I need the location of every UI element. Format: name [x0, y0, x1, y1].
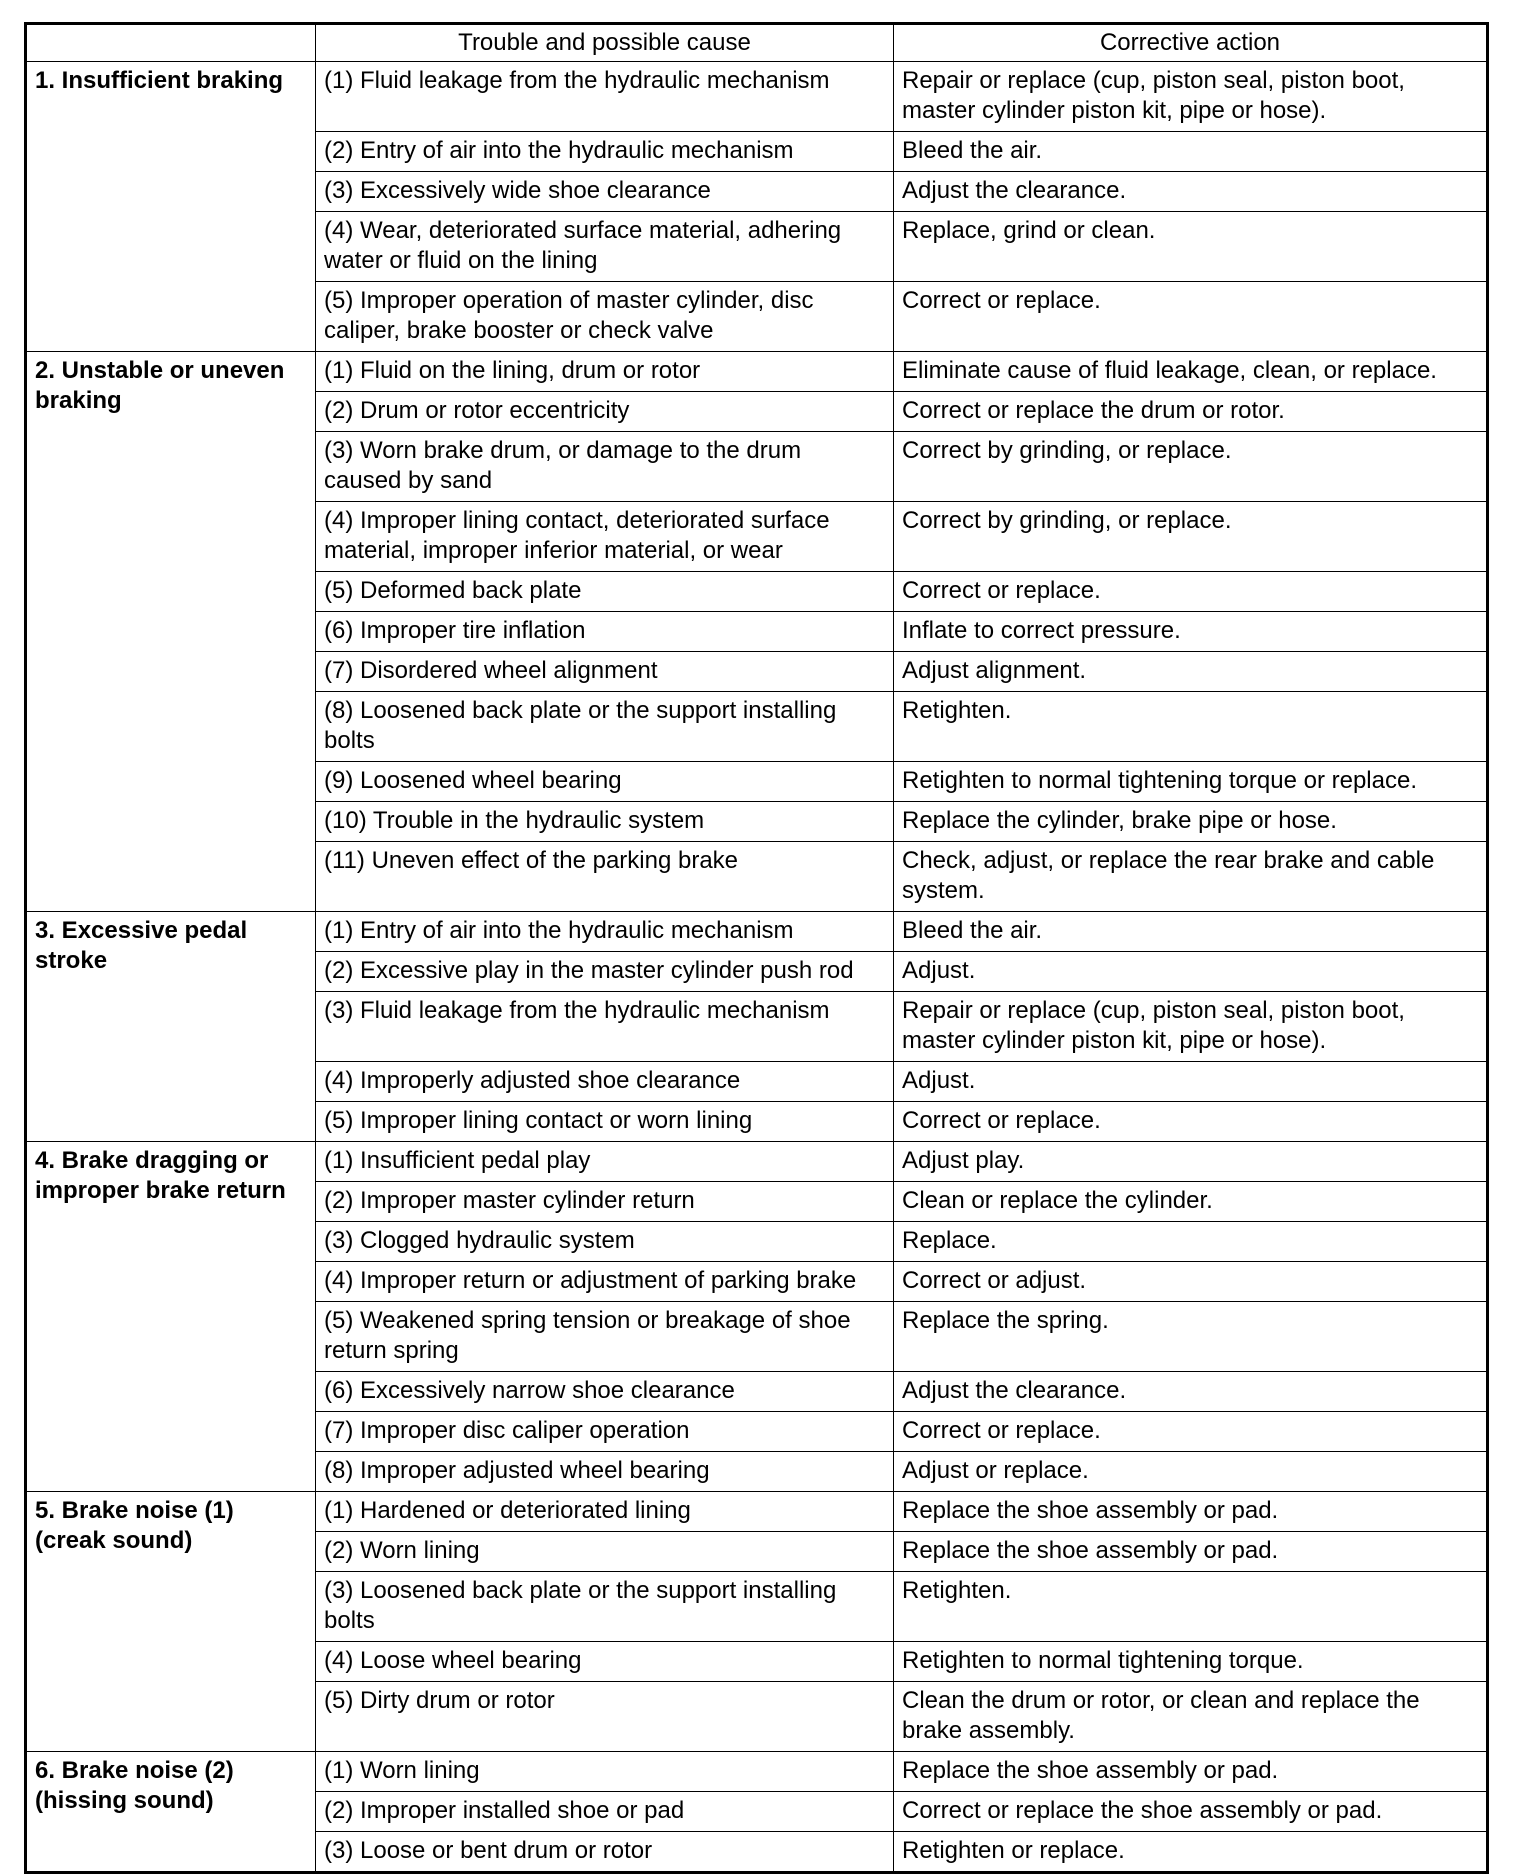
cause-cell: (5) Improper operation of master cylinder, disc caliper, brake booster or check valve	[316, 282, 894, 352]
cause-cell: (2) Excessive play in the master cylinder push rod	[316, 952, 894, 992]
action-cell: Correct by grinding, or replace.	[894, 432, 1488, 502]
cause-cell: (8) Loosened back plate or the support installing bolts	[316, 692, 894, 762]
cause-cell: (4) Loose wheel bearing	[316, 1642, 894, 1682]
header-row	[26, 24, 1488, 62]
action-cell: Replace the shoe assembly or pad.	[894, 1752, 1488, 1792]
action-cell: Eliminate cause of fluid leakage, clean, or replace.	[894, 352, 1488, 392]
cause-cell: (1) Fluid on the lining, drum or rotor	[316, 352, 894, 392]
action-cell: Correct or replace.	[894, 1102, 1488, 1142]
action-cell: Correct or replace the drum or rotor.	[894, 392, 1488, 432]
brake-troubleshooting-table	[24, 22, 1489, 1874]
cause-cell: (3) Excessively wide shoe clearance	[316, 172, 894, 212]
category-cell: 5. Brake noise (1) (creak sound)	[26, 1492, 316, 1752]
action-cell: Replace the spring.	[894, 1302, 1488, 1372]
action-cell: Adjust or replace.	[894, 1452, 1488, 1492]
action-cell: Correct or replace.	[894, 1412, 1488, 1452]
cause-cell: (1) Worn lining	[316, 1752, 894, 1792]
cause-cell: (3) Fluid leakage from the hydraulic mechanism	[316, 992, 894, 1062]
action-cell: Correct or replace.	[894, 282, 1488, 352]
cause-cell: (3) Clogged hydraulic system	[316, 1222, 894, 1262]
action-cell: Replace the shoe assembly or pad.	[894, 1492, 1488, 1532]
action-cell: Retighten.	[894, 692, 1488, 762]
action-cell: Check, adjust, or replace the rear brake and cable system.	[894, 842, 1488, 912]
action-cell: Replace the cylinder, brake pipe or hose.	[894, 802, 1488, 842]
action-cell: Retighten to normal tightening torque.	[894, 1642, 1488, 1682]
action-cell: Correct by grinding, or replace.	[894, 502, 1488, 572]
action-cell: Retighten to normal tightening torque or replace.	[894, 762, 1488, 802]
table-row	[26, 352, 1488, 392]
header-action: Corrective action	[894, 24, 1488, 62]
table-row	[26, 1752, 1488, 1792]
action-cell: Adjust.	[894, 1062, 1488, 1102]
cause-cell: (5) Improper lining contact or worn lining	[316, 1102, 894, 1142]
cause-cell: (3) Loose or bent drum or rotor	[316, 1832, 894, 1873]
category-cell: 1. Insufficient braking	[26, 62, 316, 352]
action-cell: Adjust alignment.	[894, 652, 1488, 692]
cause-cell: (3) Loosened back plate or the support installing bolts	[316, 1572, 894, 1642]
table-row	[26, 912, 1488, 952]
cause-cell: (4) Improper return or adjustment of parking brake	[316, 1262, 894, 1302]
cause-cell: (6) Improper tire inflation	[316, 612, 894, 652]
cause-cell: (5) Deformed back plate	[316, 572, 894, 612]
action-cell: Retighten.	[894, 1572, 1488, 1642]
action-cell: Inflate to correct pressure.	[894, 612, 1488, 652]
action-cell: Clean the drum or rotor, or clean and replace the brake assembly.	[894, 1682, 1488, 1752]
cause-cell: (9) Loosened wheel bearing	[316, 762, 894, 802]
cause-cell: (10) Trouble in the hydraulic system	[316, 802, 894, 842]
cause-cell: (7) Improper disc caliper operation	[316, 1412, 894, 1452]
cause-cell: (5) Dirty drum or rotor	[316, 1682, 894, 1752]
action-cell: Retighten or replace.	[894, 1832, 1488, 1873]
cause-cell: (2) Drum or rotor eccentricity	[316, 392, 894, 432]
cause-cell: (6) Excessively narrow shoe clearance	[316, 1372, 894, 1412]
cause-cell: (4) Improperly adjusted shoe clearance	[316, 1062, 894, 1102]
action-cell: Correct or replace the shoe assembly or pad.	[894, 1792, 1488, 1832]
cause-cell: (2) Improper installed shoe or pad	[316, 1792, 894, 1832]
header-cause: Trouble and possible cause	[316, 24, 894, 62]
action-cell: Correct or adjust.	[894, 1262, 1488, 1302]
cause-cell: (8) Improper adjusted wheel bearing	[316, 1452, 894, 1492]
table-row	[26, 1142, 1488, 1182]
action-cell: Repair or replace (cup, piston seal, piston boot, master cylinder piston kit, pipe or hose).	[894, 62, 1488, 132]
cause-cell: (1) Fluid leakage from the hydraulic mechanism	[316, 62, 894, 132]
action-cell: Correct or replace.	[894, 572, 1488, 612]
table-row	[26, 62, 1488, 132]
action-cell: Replace.	[894, 1222, 1488, 1262]
cause-cell: (11) Uneven effect of the parking brake	[316, 842, 894, 912]
cause-cell: (1) Insufficient pedal play	[316, 1142, 894, 1182]
cause-cell: (4) Improper lining contact, deteriorated surface material, improper inferior material, or wear	[316, 502, 894, 572]
action-cell: Clean or replace the cylinder.	[894, 1182, 1488, 1222]
cause-cell: (3) Worn brake drum, or damage to the drum caused by sand	[316, 432, 894, 502]
action-cell: Adjust.	[894, 952, 1488, 992]
cause-cell: (5) Weakened spring tension or breakage of shoe return spring	[316, 1302, 894, 1372]
action-cell: Bleed the air.	[894, 912, 1488, 952]
cause-cell: (4) Wear, deteriorated surface material, adhering water or fluid on the lining	[316, 212, 894, 282]
cause-cell: (2) Worn lining	[316, 1532, 894, 1572]
action-cell: Replace the shoe assembly or pad.	[894, 1532, 1488, 1572]
cause-cell: (2) Entry of air into the hydraulic mechanism	[316, 132, 894, 172]
cause-cell: (7) Disordered wheel alignment	[316, 652, 894, 692]
action-cell: Replace, grind or clean.	[894, 212, 1488, 282]
cause-cell: (2) Improper master cylinder return	[316, 1182, 894, 1222]
table-row	[26, 1492, 1488, 1532]
action-cell: Repair or replace (cup, piston seal, piston boot, master cylinder piston kit, pipe or hose).	[894, 992, 1488, 1062]
action-cell: Adjust the clearance.	[894, 1372, 1488, 1412]
category-cell: 6. Brake noise (2) (hissing sound)	[26, 1752, 316, 1873]
cause-cell: (1) Hardened or deteriorated lining	[316, 1492, 894, 1532]
table-body	[26, 62, 1488, 1873]
category-cell: 3. Excessive pedal stroke	[26, 912, 316, 1142]
cause-cell: (1) Entry of air into the hydraulic mechanism	[316, 912, 894, 952]
category-cell: 2. Unstable or uneven braking	[26, 352, 316, 912]
category-cell: 4. Brake dragging or improper brake return	[26, 1142, 316, 1492]
header-category	[26, 24, 316, 62]
action-cell: Adjust play.	[894, 1142, 1488, 1182]
action-cell: Adjust the clearance.	[894, 172, 1488, 212]
action-cell: Bleed the air.	[894, 132, 1488, 172]
troubleshooting-table-container	[24, 22, 1486, 1874]
